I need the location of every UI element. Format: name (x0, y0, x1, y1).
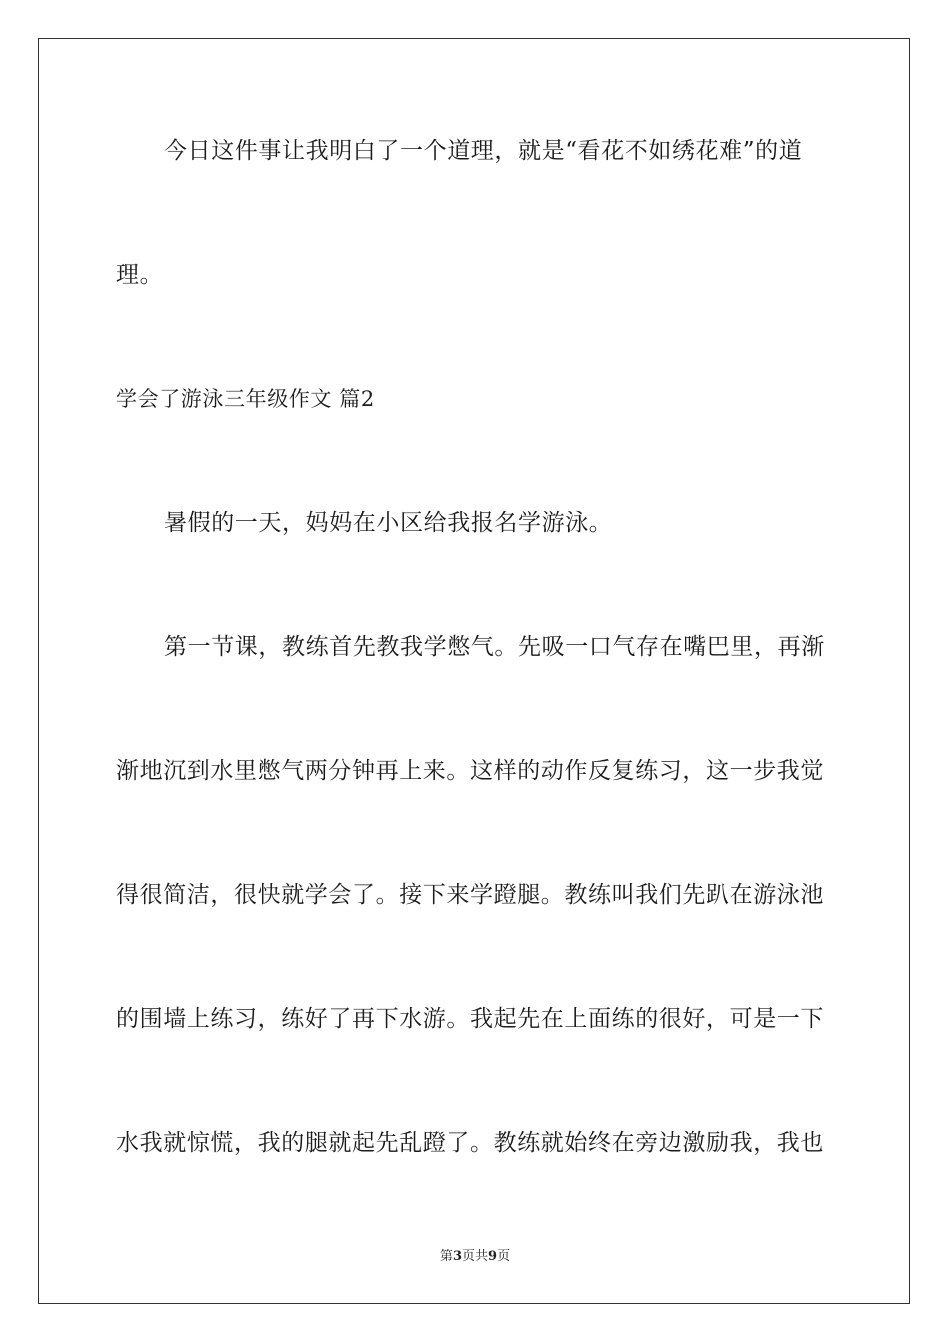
footer-total-suffix: 页 (497, 1249, 511, 1264)
paragraph-1-line-2: 理。 (116, 262, 164, 288)
paragraph-3-line-3: 得很简洁，很快就学会了。接下来学蹬腿。教练叫我们先趴在游泳池 (116, 882, 824, 908)
footer-page-total: 9 (488, 1249, 498, 1264)
page-border (38, 38, 910, 1304)
footer-page-suffix: 页 (461, 1249, 475, 1264)
paragraph-2: 暑假的一天，妈妈在小区给我报名学游泳。 (164, 510, 613, 536)
footer-page-current: 3 (452, 1249, 462, 1264)
footer-page-prefix: 第 (439, 1249, 453, 1264)
page-footer (0, 1248, 950, 1266)
section-title: 学会了游泳三年级作文 篇2 (116, 387, 375, 411)
paragraph-3-line-4: 的围墙上练习，练好了再下水游。我起先在上面练的很好，可是一下 (116, 1006, 824, 1032)
paragraph-3-line-5: 水我就惊慌，我的腿就起先乱蹬了。教练就始终在旁边激励我，我也 (116, 1130, 824, 1156)
paragraph-3-line-2: 渐地沉到水里憋气两分钟再上来。这样的动作反复练习，这一步我觉 (116, 758, 824, 784)
footer-total-prefix: 共 (475, 1249, 489, 1264)
paragraph-3-line-1: 第一节课，教练首先教我学憋气。先吸一口气存在嘴巴里，再渐 (164, 634, 825, 660)
paragraph-1-line-1: 今日这件事让我明白了一个道理，就是“看花不如绣花难”的道 (164, 138, 803, 164)
